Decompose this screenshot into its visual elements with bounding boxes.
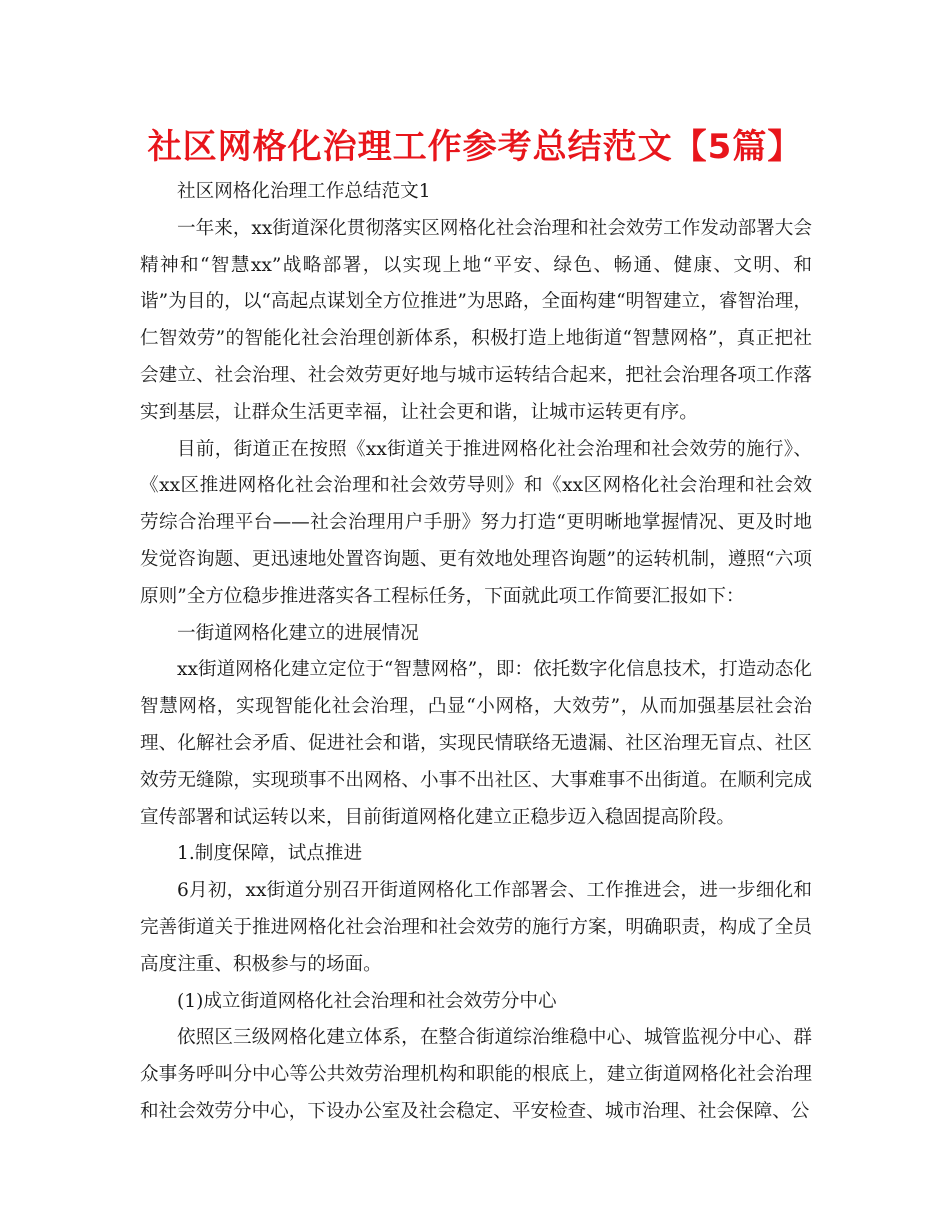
document-subtitle: 社区网格化治理工作总结范文1 (177, 181, 431, 202)
paragraph-three-level-system: 依照区三级网格化建立体系，在整合街道综治维稳中心、城管监视分中心、群众事务呼叫分中心等公共效劳治理机构和职能的根底上，建立街道网格化社会治理和社会效劳分中心，下设办公室及社会稳定、平安检查、城市治理、社会保障、公 (140, 1027, 812, 1122)
paragraph-current-status: 目前，街道正在按照《xx街道关于推进网格化社会治理和社会效劳的施行》、《xx区推进网格化社会治理和社会效劳导则》和《xx区网格化社会治理和社会效劳综合治理平台——社会治理用户手册》努力打造“更明晰地掌握情况、更及时地发觉咨询题、更迅速地处置咨询题、更有效地处理咨询题”的运转机制，遵照“六项原则”全方位稳步推进落实各工程标任务，下面就此项工作简要汇报如下： (140, 438, 812, 607)
document-body (140, 174, 812, 1131)
item-heading-subcenter: (1)成立街道网格化社会治理和社会效劳分中心 (177, 990, 557, 1012)
section-heading-progress: 一街道网格化建立的进展情况 (177, 622, 419, 644)
paragraph-intro: 一年来，xx街道深化贯彻落实区网格化社会治理和社会效劳工作发动部署大会精神和“智慧xx”战略部署，以实现上地“平安、绿色、畅通、健康、文明、和谐”为目的，以“高起点谋划全方位推进”为思路，全面构建“明智建立，睿智治理，仁智效劳”的智能化社会治理创新体系，积极打造上地街道“智慧网格”，真正把社会建立、社会治理、社会效劳更好地与城市运转结合起来，把社会治理各项工作落实到基层，让群众生活更幸福，让社会更和谐，让城市运转更有序。 (140, 217, 812, 423)
subsection-heading-system-guarantee: 1.制度保障，试点推进 (177, 843, 363, 865)
paragraph-smart-grid: xx街道网格化建立定位于“智慧网格”，即：依托数字化信息技术，打造动态化智慧网格，实现智能化社会治理，凸显“小网格，大效劳”，从而加强基层社会治理、化解社会矛盾、促进社会和谐，实现民情联络无遗漏、社区治理无盲点、社区效劳无缝隙，实现琐事不出网格、小事不出社区、大事难事不出街道。在顺利完成宣传部署和试运转以来，目前街道网格化建立正稳步迈入稳固提高阶段。 (140, 659, 812, 828)
paragraph-june-meetings: 6月初，xx街道分别召开街道网格化工作部署会、工作推进会，进一步细化和完善街道关于推进网格化社会治理和社会效劳的施行方案，明确职责，构成了全员高度注重、积极参与的场面。 (140, 880, 812, 975)
document-title: 社区网格化治理工作参考总结范文【5篇】 (147, 127, 803, 167)
